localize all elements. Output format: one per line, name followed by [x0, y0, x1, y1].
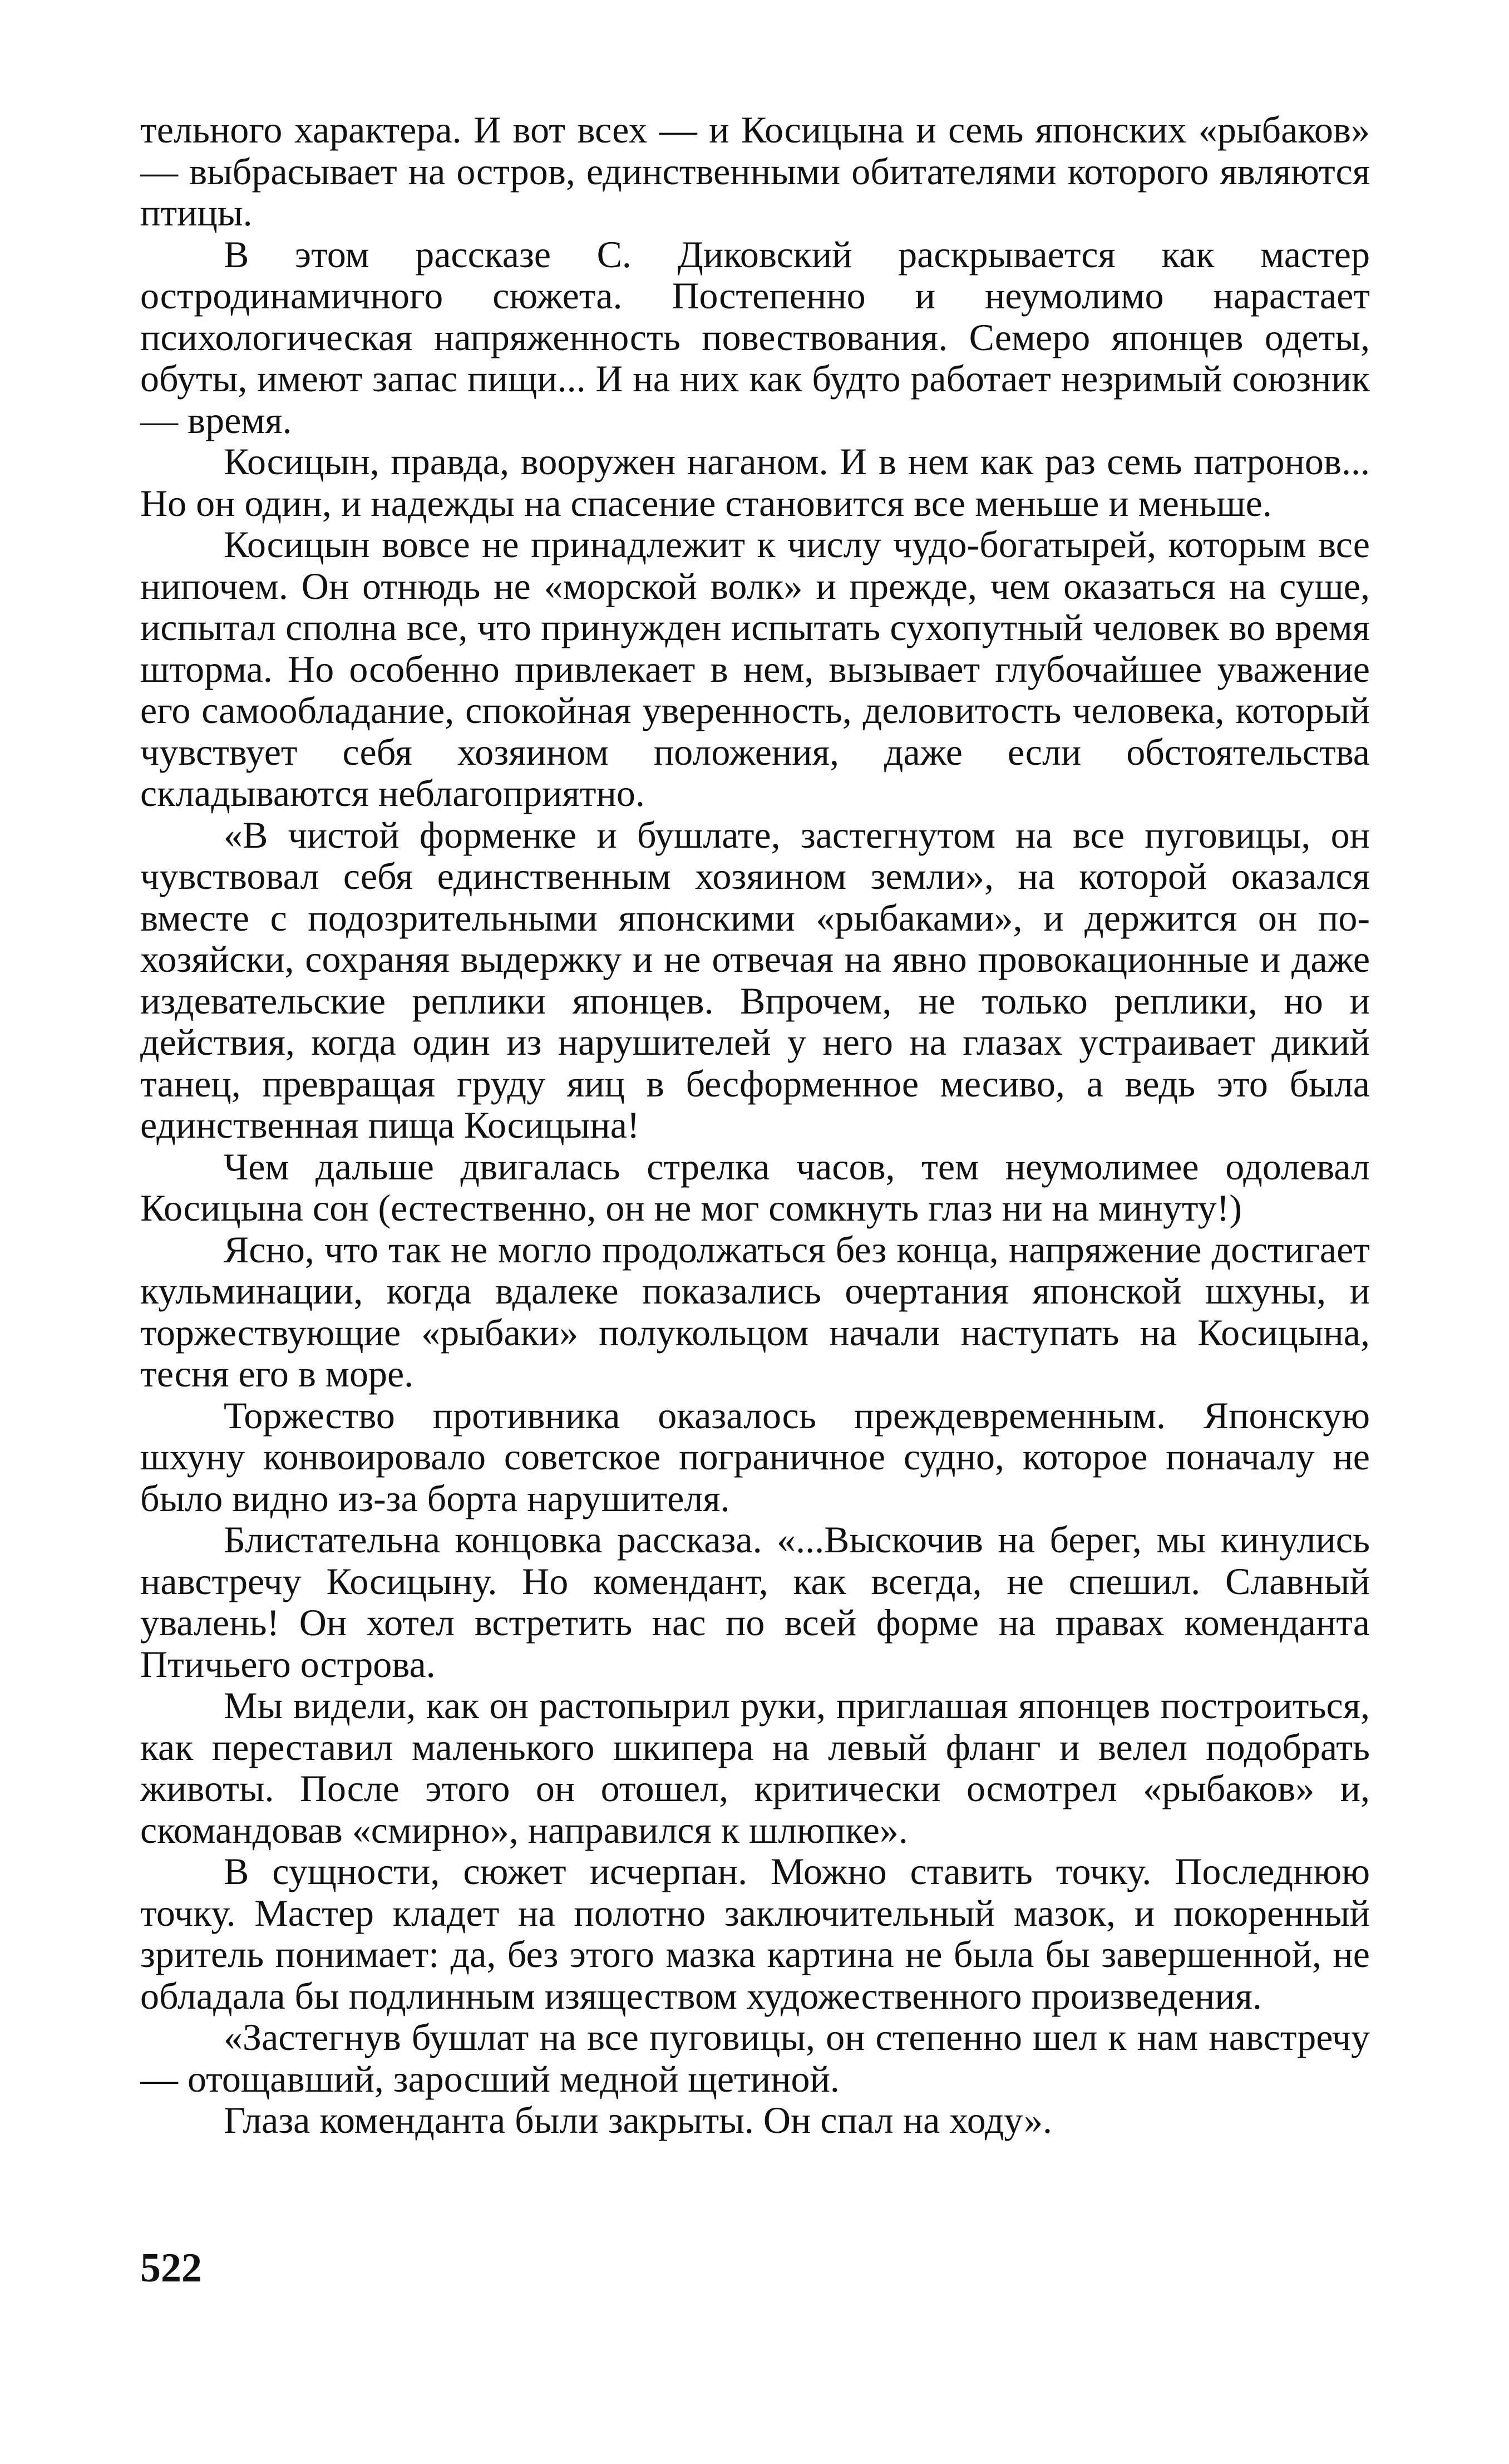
- paragraph-8: Торжество противника оказалось преждевременным. Японскую шхуну конвоировало советское пограничное судно, которое поначалу не было видно из-за борта нарушителя.: [140, 1394, 1370, 1519]
- paragraph-11: В сущности, сюжет исчерпан. Можно ставить точку. Последнюю точку. Мастер кладет на полотно заключительный мазок, и покоренный зритель понимает: да, без этого мазка картина не была бы завершенной, не обладала бы подлинным изяществом художественного произведения.: [140, 1850, 1370, 2017]
- page-number: 522: [140, 2245, 202, 2291]
- paragraph-5: «В чистой форменке и бушлате, застегнутом на все пуговицы, он чувствовал себя единственным хозяином земли», на которой оказался вместе с подозрительными японскими «рыбаками», и держится он по-хозяйски, сохраняя выдержку и не отвечая на явно провокационные и даже издевательские реплики японцев. Впрочем, не только реплики, но и действия, когда один из нарушителей у него на глазах устраивает дикий танец, превращая груду яиц в бесформенное месиво, а ведь это была единственная пища Косицына!: [140, 813, 1370, 1146]
- paragraph-3: Косицын, правда, вооружен наганом. И в нем как раз семь патронов... Но он один, и надежды на спасение становится все меньше и меньше.: [140, 440, 1370, 524]
- paragraph-9: Блистательна концовка рассказа. «...Выскочив на берег, мы кинулись навстречу Косицыну. Но комендант, как всегда, не спешил. Славный увалень! Он хотел встретить нас по всей форме на правах коменданта Птичьего острова.: [140, 1518, 1370, 1685]
- paragraph-1: тельного характера. И вот всех — и Косицына и семь японских «рыбаков» — выбрасывает на остров, единственными обитателями которого являются птицы.: [140, 109, 1370, 234]
- paragraph-7: Ясно, что так не могло продолжаться без конца, напряжение достигает кульминации, когда вдалеке показались очертания японской шхуны, и торжествующие «рыбаки» полукольцом начали наступать на Косицына, тесня его в море.: [140, 1228, 1370, 1395]
- paragraph-13: Глаза коменданта были закрыты. Он спал на ходу».: [224, 2099, 1053, 2141]
- page-text: [140, 109, 1370, 2141]
- paragraph-6: Чем дальше двигалась стрелка часов, тем неумолимее одолевал Косицына сон (естественно, он не мог сомкнуть глаз ни на минуту!): [140, 1145, 1370, 1229]
- paragraph-12: «Застегнув бушлат на все пуговицы, он степенно шел к нам навстречу — отощавший, заросший медной щетиной.: [140, 2016, 1370, 2100]
- paragraph-10: Мы видели, как он растопырил руки, приглашая японцев построиться, как переставил маленького шкипера на левый фланг и велел подобрать животы. После этого он отошел, критически осмотрел «рыбаков» и, скомандовав «смирно», направился к шлюпке».: [140, 1684, 1370, 1851]
- paragraph-2: В этом рассказе С. Диковский раскрывается как мастер остродинамичного сюжета. Постепенно и неумолимо нарастает психологическая напряженность повествования. Семеро японцев одеты, обуты, имеют запас пищи... И на них как будто работает незримый союзник — время.: [140, 233, 1370, 441]
- paragraph-4: Косицын вовсе не принадлежит к числу чудо-богатырей, которым все нипочем. Он отнюдь не «морской волк» и прежде, чем оказаться на суше, испытал сполна все, что принужден испытать сухопутный человек во время шторма. Но особенно привлекает в нем, вызывает глубочайшее уважение его самообладание, спокойная уверенность, деловитость человека, который чувствует себя хозяином положения, даже если обстоятельства складываются неблагоприятно.: [140, 523, 1370, 814]
